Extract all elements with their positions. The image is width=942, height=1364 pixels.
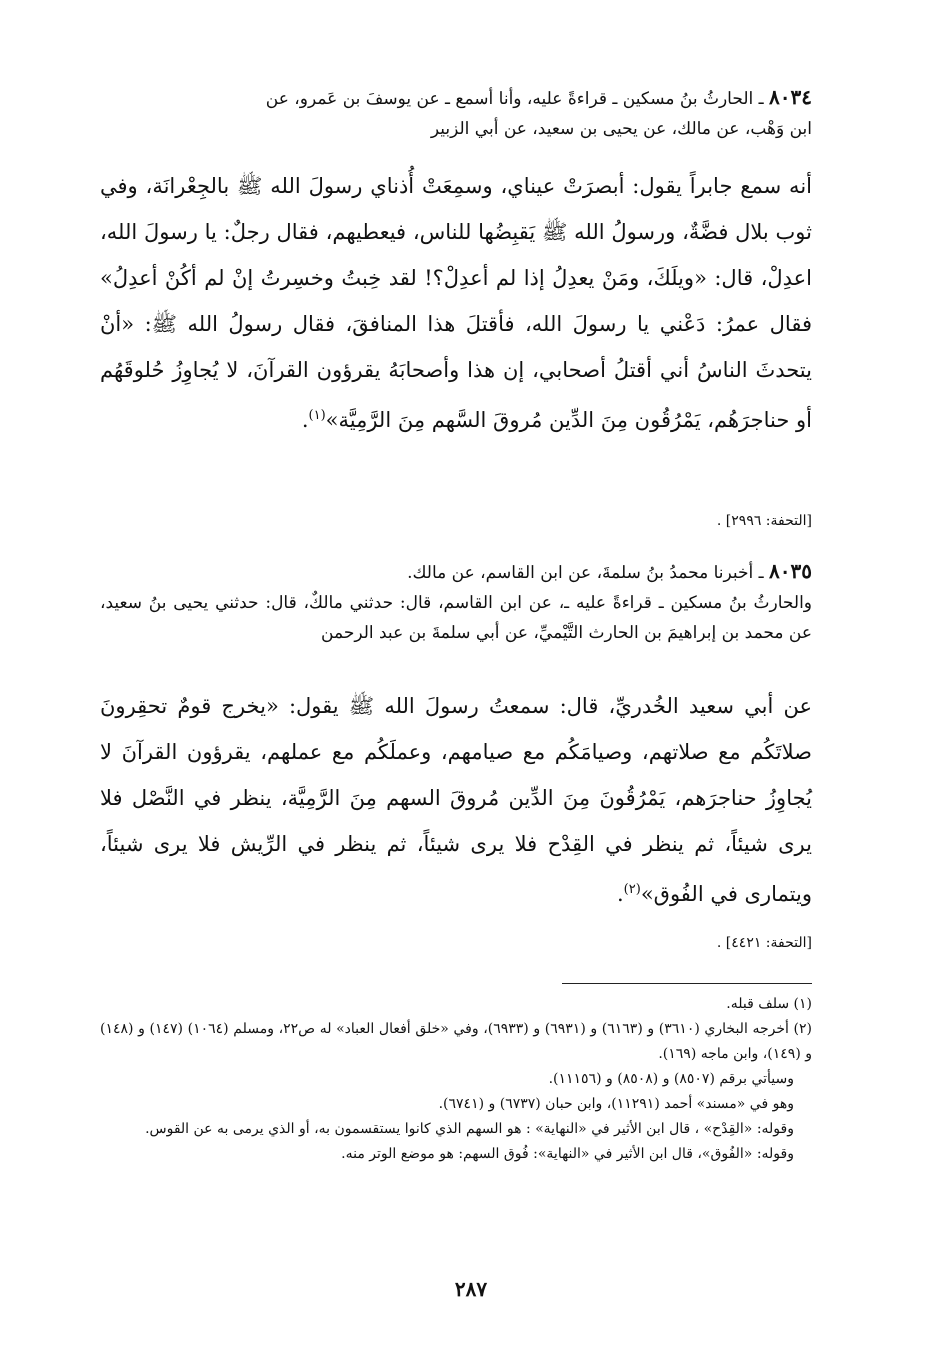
footnote-divider	[562, 983, 812, 984]
matn-text: أنه سمع جابراً يقول: أبصرَتْ عيناي، وسمِعَتْ أُذناي رسولَ الله ﷺ بالجِعْرانَة، وفي ثوب بلال فضَّةٌ، ورسولُ الله ﷺ يَقبِضُها للناس، فيعطيهم، فقال رجلٌ: يا رسولَ الله، اعدِلْ، قال: «ويلَكَ، ومَنْ يعدِلُ إذا لم أعدِلْ؟! لقد خِبتُ وخسِرتُ إنْ لم أكُنْ أعدِلُ» فقال عمرُ: دَعْني يا رسولَ الله، فأقتلَ هذا المنافقَ، فقال رسولُ الله ﷺ: «أنْ يتحدثَ الناسُ أني أقتلُ أصحابي، إن هذا وأصحابَهُ يقرؤون القرآنَ، لا يُجاوِزُ حُلوقَهُم أو حناجرَهُم، يَمْرُقُون مِنَ الدِّين مُروقَ السَّهم مِنَ الرَّمِيَّة»	[100, 174, 812, 432]
footnote: وقوله: «الفُوق»، قال ابن الأثير في «النهاية»: فُوق السهم: هو موضع الوتر منه.	[341, 1146, 794, 1162]
footnote-ref: (١)	[308, 408, 326, 423]
page-number: ٢٨٧	[454, 1277, 488, 1301]
tuhfa-reference: [التحفة: ٤٤٢١] .	[716, 935, 812, 951]
hadith-number: ٨٠٣٤	[769, 85, 812, 109]
hadith-8035-matn: عن أبي سعيد الخُدريِّ، قال: سمعتُ رسولَ الله ﷺ يقول: «يخرج قومٌ تحقِرونَ صلاتَكُم مع صلاتهم، وصيامَكُم مع صيامهم، وعملَكُم مع عملهم، يقرؤون القرآنَ لا يُجاوِزُ حناجرَهم، يَمْرُقُونَ مِنَ الدِّين مُروقَ السهم مِنَ الرَّمِيَّة، ينظر في النَّصْل فلا يرى شيئاً، ثم ينظر في القِدْح فلا يرى شيئاً، ثم ينظر في الرِّيش فلا يرى شيئاً، ويتمارى في الفُوق»$^{(٢)}$.	[100, 694, 812, 906]
hadith-number: ٨٠٣٥	[769, 559, 812, 583]
isnad-text: ـ الحارثُ بنُ مسكين ـ قراءةً عليه، وأنا أسمع ـ عن يوسفَ بن عَمرو، عن	[265, 89, 764, 109]
tuhfa-reference: [التحفة: ٢٩٩٦] .	[716, 513, 812, 529]
footnote: وقوله: «القِدْح» ، قال ابن الأثير في «النهاية» : هو السهم الذي كانوا يستقسمون به، أو الذي يرمى به عن القوس.	[145, 1121, 794, 1137]
footnote: وهو في «مسند» أحمد (١١٢٩١)، وابن حبان (٦٧٣٧) و (٦٧٤١).	[438, 1096, 794, 1112]
hadith-8034-matn: أنه سمع جابراً يقول: أبصرَتْ عيناي، وسمِعَتْ أُذناي رسولَ الله ﷺ بالجِعْرانَة، وفي ثوب بلال فضَّةٌ، ورسولُ الله ﷺ يَقبِضُها للناس، فيعطيهم، فقال رجلٌ: يا رسولَ الله، اعدِلْ، قال: «ويلَكَ، ومَنْ يعدِلُ إذا لم أعدِلْ؟! لقد خِبتُ وخسِرتُ إنْ لم أكُنْ أعدِلُ» فقال عمرُ: دَعْني يا رسولَ الله، فأقتلَ هذا المنافقَ، فقال رسولُ الله ﷺ: «أنْ يتحدثَ الناسُ أني أقتلُ أصحابي، إن هذا وأصحابَهُ يقرؤون القرآنَ، لا يُجاوِزُ حُلوقَهُم أو حناجرَهُم، يَمْرُقُون مِنَ الدِّين مُروقَ السَّهم مِنَ الرَّمِيَّة»$^{(١)}$.	[100, 174, 812, 432]
matn-text: عن أبي سعيد الخُدريِّ، قال: سمعتُ رسولَ الله ﷺ يقول: «يخرج قومٌ تحقِرونَ صلاتَكُم مع صلاتهم، وصيامَكُم مع صيامهم، وعملَكُم مع عملهم، يقرؤون القرآنَ لا يُجاوِزُ حناجرَهم، يَمْرُقُونَ مِنَ الدِّين مُروقَ السهم مِنَ الرَّمِيَّة، ينظر في النَّصْل فلا يرى شيئاً، ثم ينظر في القِدْح فلا يرى شيئاً، ثم ينظر في الرِّيش فلا يرى شيئاً، ويتمارى في الفُوق»	[100, 694, 812, 906]
isnad-text: ابن وَهْب، عن مالك، عن يحيى بن سعيد، عن أبي الزبير	[430, 119, 812, 139]
footnotes	[100, 992, 812, 1167]
footnote: (٢) أخرجه البخاري (٣٦١٠) و (٦١٦٣) و (٦٩٣١) و (٦٩٣٣)، وفي «خلق أفعال العباد» له ص٢٢، ومسلم (١٠٦٤) (١٤٧) و (١٤٨) و (١٤٩)، وابن ماجه (١٦٩).	[100, 1021, 812, 1062]
footnote-ref: (٢)	[623, 882, 641, 897]
isnad-text: والحارثُ بنُ مسكين ـ قراءةً عليه ـ، عن ابن القاسم، قال: حدثني مالكٌ، قال: حدثني يحيى بنُ سعيد، عن محمد بن إبراهيمَ بن الحارث التَّيْميِّ، عن أبي سلمةَ بن عبد الرحمن	[100, 593, 812, 643]
hadith-8035-isnad	[100, 556, 812, 648]
isnad-text: ـ أخبرنا محمدُ بنُ سلمةَ، عن ابن القاسم، عن مالك.	[407, 563, 764, 583]
hadith-8034-isnad	[100, 82, 812, 144]
footnote: (١) سلف قبله.	[726, 996, 812, 1012]
footnote: وسيأتي برقم (٨٥٠٧) و (٨٥٠٨) و (١١١٥٦).	[548, 1071, 794, 1087]
